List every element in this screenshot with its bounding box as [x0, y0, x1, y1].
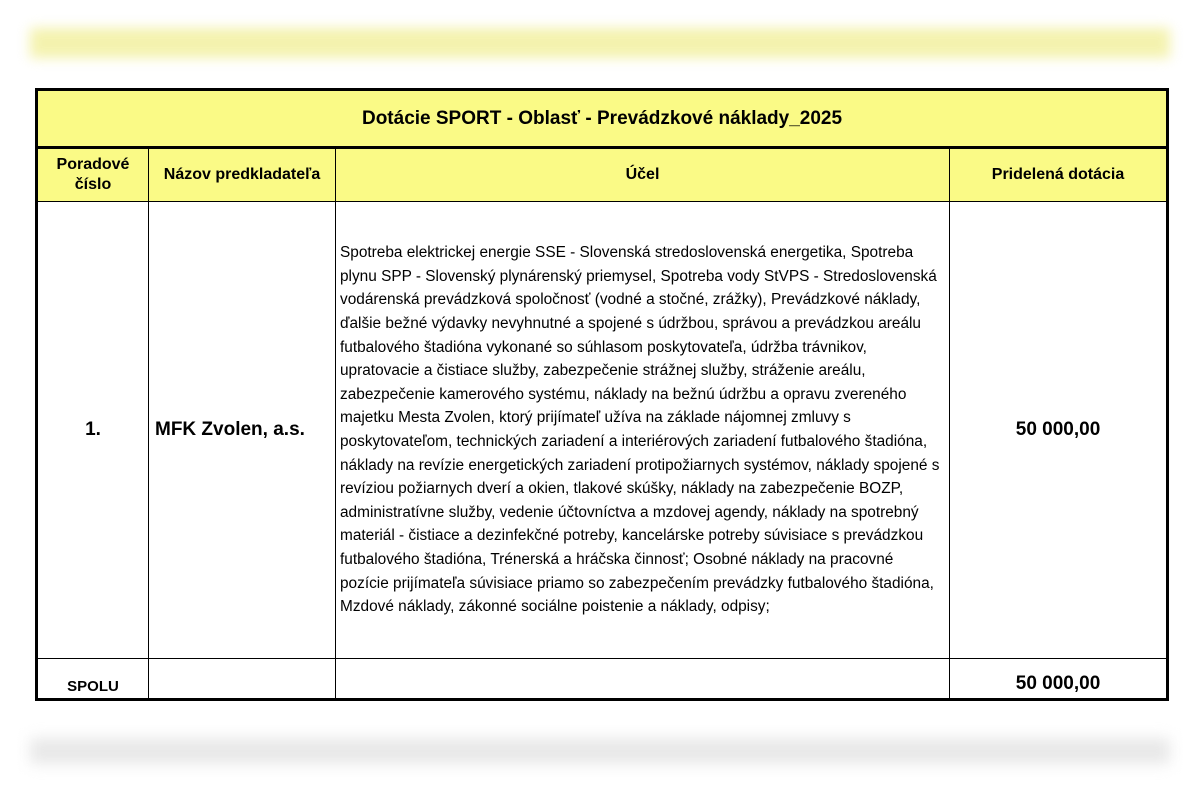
header-number: Poradové číslo: [37, 148, 149, 202]
table-title-row: [37, 90, 1168, 148]
total-row: [37, 659, 1168, 700]
total-empty-purpose: [336, 659, 950, 700]
header-purpose: Účel: [336, 148, 950, 202]
blurred-header-strip: [30, 28, 1170, 58]
total-empty-applicant: [149, 659, 336, 700]
row-amount: 50 000,00: [950, 202, 1168, 659]
blurred-footer-strip: [30, 738, 1170, 764]
header-applicant: Názov predkladateľa: [149, 148, 336, 202]
table-row: [37, 202, 1168, 659]
table-title: Dotácie SPORT - Oblasť - Prevádzkové náklady_2025: [37, 90, 1168, 148]
table-header-row: [37, 148, 1168, 202]
row-purpose: Spotreba elektrickej energie SSE - Slovenská stredoslovenská energetika, Spotreba plynu SPP - Slovenský plynárenský priemysel, Spotreba vody StVPS - Stredoslovenská vodárenská prevádzková spoločnosť (vodné a stočné, zrážky), Prevádzkové náklady, ďalšie bežné výdavky nevyhnutné a spojené s údržbou, správou a prevádzkou areálu futbalového štadióna vykonané so súhlasom poskytovateľa, údržba trávnikov, upratovacie a čistiace služby, zabezpečenie strážnej služby, stráženie areálu, zabezpečenie kamerového systému, náklady na bežnú údržbu a opravu zvereného majetku Mesta Zvolen, ktorý prijímateľ užíva na základe nájomnej zmluvy s poskytovateľom, technických zariadení a interiérových zariadení futbalového štadióna, náklady na revízie energetických zariadení protipožiarnych systémov, náklady spojené s revíziou požiarnych dverí a okien, tlakové skúšky, náklady na zabezpečenie BOZP, administratívne služby, vedenie účtovníctva a mzdovej agendy, náklady na spotrebný materiál - čistiace a dezinfekčné potreby, kancelárske potreby súvisiace s prevádzkou futbalového štadióna, Trénerská a hráčska činnosť; Osobné náklady na pracovné pozície prijímateľa súvisiace priamo so zabezpečením prevádzky futbalového štadióna, Mzdové náklady, zákonné sociálne poistenie a náklady, odpisy;: [336, 202, 950, 659]
row-applicant: MFK Zvolen, a.s.: [149, 202, 336, 659]
total-label: SPOLU: [37, 659, 149, 700]
grant-table-container: [35, 88, 1166, 700]
header-amount: Pridelená dotácia: [950, 148, 1168, 202]
row-number: 1.: [37, 202, 149, 659]
total-amount: 50 000,00: [950, 659, 1168, 700]
grant-table: [35, 88, 1169, 701]
